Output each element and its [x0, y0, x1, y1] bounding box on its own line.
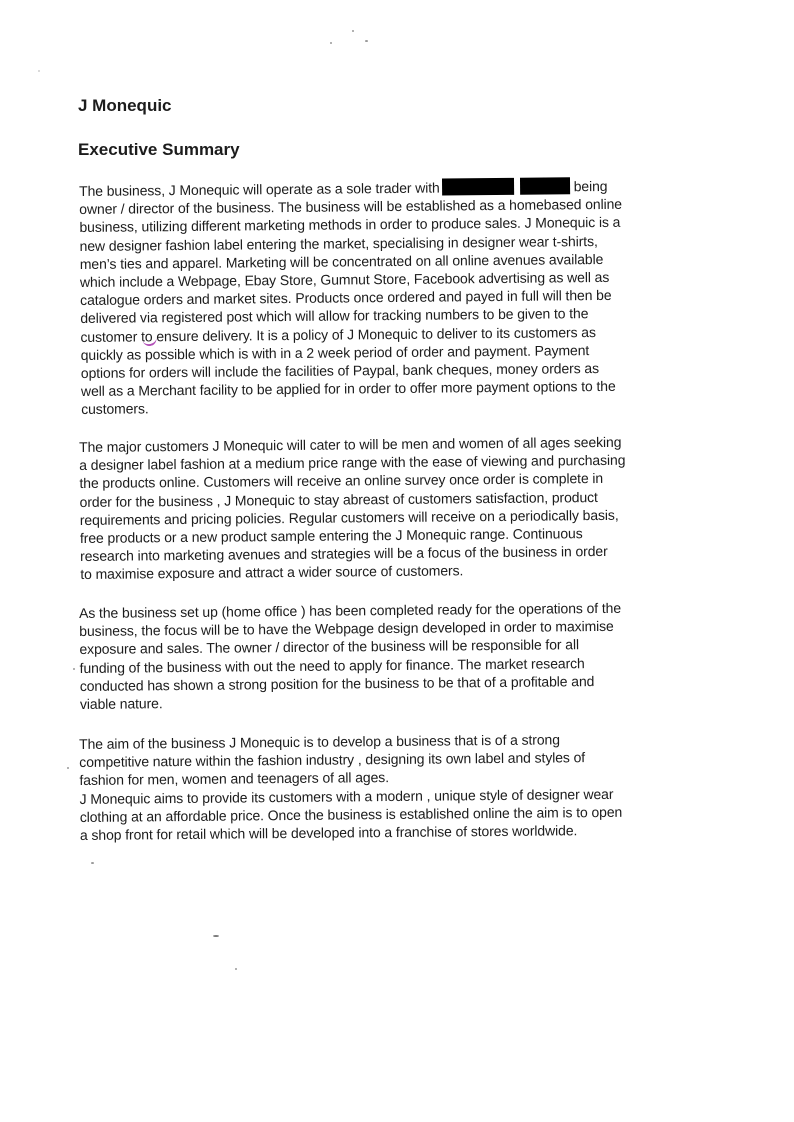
- text-line: the products online. Customers will receive an online survey once order is complete in: [79, 470, 604, 492]
- paragraph-setup: [79, 598, 710, 713]
- text-line: well as a Merchant facility to be applied for in order to offer more payment options to the: [80, 378, 616, 400]
- text-line: competitive nature within the fashion industry , designing its own label and styles of: [79, 749, 586, 771]
- text-line: owner / director of the business. The business will be established as a homebased online: [79, 195, 623, 218]
- text-line-part: The business, J Monequic will operate as a sole trader with: [79, 179, 440, 199]
- paragraph-aims: [79, 729, 710, 844]
- text-line: viable nature.: [79, 695, 163, 713]
- text-line: exposure and sales. The owner / director of the business will be responsible for all: [79, 636, 580, 658]
- text-line: requirements and pricing policies. Regular customers will receive on a periodically basis,: [79, 506, 619, 528]
- redaction-block: [442, 178, 514, 196]
- scan-speck: [235, 968, 237, 970]
- text-line: The aim of the business J Monequic is to develop a business that is of a strong: [79, 731, 560, 752]
- text-line: business, the focus will be to have the Webpage design developed in order to maximise: [79, 618, 614, 640]
- text-line: to maximise exposure and attract a wider source of customers.: [80, 562, 464, 583]
- text-line: catalogue orders and market sites. Products once ordered and payed in full will then be: [80, 287, 612, 309]
- scan-speck: [330, 42, 332, 44]
- scan-speck: [67, 767, 69, 769]
- text-line: The major customers J Monequic will cater to will be men and women of all ages seeking: [79, 433, 622, 455]
- text-line: clothing at an affordable price. Once the business is established online the aim is to open: [79, 803, 623, 825]
- scan-speck: [38, 70, 40, 72]
- document-title: J Monequic: [78, 96, 172, 115]
- scan-speck: [91, 862, 94, 864]
- text-line: research into marketing avenues and strategies will be a focus of the business in order: [80, 543, 608, 565]
- text-line: business, utilizing different marketing methods in order to produce sales. J Monequic is a: [79, 214, 621, 236]
- section-heading: Executive Summary: [78, 140, 240, 159]
- text-line: customer to ensure delivery. It is a policy of J Monequic to deliver to its customers as: [80, 323, 596, 345]
- text-line: free products or a new product sample entering the J Monequic range. Continuous: [79, 525, 583, 547]
- text-line: a designer label fashion at a medium price range with the ease of viewing and purchasing: [79, 451, 626, 474]
- text-line: delivered via registered post which will allow for tracking numbers to be given to the: [80, 305, 589, 327]
- redaction-block: [520, 177, 570, 194]
- text-line: new designer fashion label entering the market, specialising in designer wear t-shirts,: [79, 232, 598, 254]
- paragraph-customers: [79, 432, 710, 584]
- scan-speck: [352, 30, 354, 32]
- text-line: J Monequic aims to provide its customers with a modern , unique style of designer wear: [79, 785, 614, 807]
- text-line: As the business set up (home office ) has been completed ready for the operations of the: [79, 599, 622, 621]
- text-line: quickly as possible which is with in a 2 week period of order and payment. Payment: [80, 341, 590, 363]
- scan-speck: [365, 40, 368, 42]
- text-line: fashion for men, women and teenagers of all ages.: [79, 769, 390, 789]
- text-line: men’s ties and apparel. Marketing will be concentrated on all online avenues available: [79, 250, 604, 272]
- text-line: order for the business , J Monequic to stay abreast of customers satisfaction, product: [79, 488, 598, 510]
- text-line: options for orders will include the facilities of Paypal, bank cheques, money orders as: [80, 360, 600, 382]
- scan-speck: [213, 935, 219, 937]
- text-line-part: being: [573, 177, 608, 195]
- text-line: customers.: [81, 400, 149, 418]
- text-line: a shop front for retail which will be developed into a franchise of stores worldwide.: [79, 822, 578, 844]
- text-line: conducted has shown a strong position for the business to be that of a profitable and: [79, 672, 595, 694]
- scan-speck: [73, 668, 75, 670]
- paragraph-business-overview: [79, 176, 711, 419]
- text-line: funding of the business with out the need to apply for finance. The market research: [79, 654, 585, 676]
- text-line: which include a Webpage, Ebay Store, Gumnut Store, Facebook advertising as well as: [79, 268, 610, 291]
